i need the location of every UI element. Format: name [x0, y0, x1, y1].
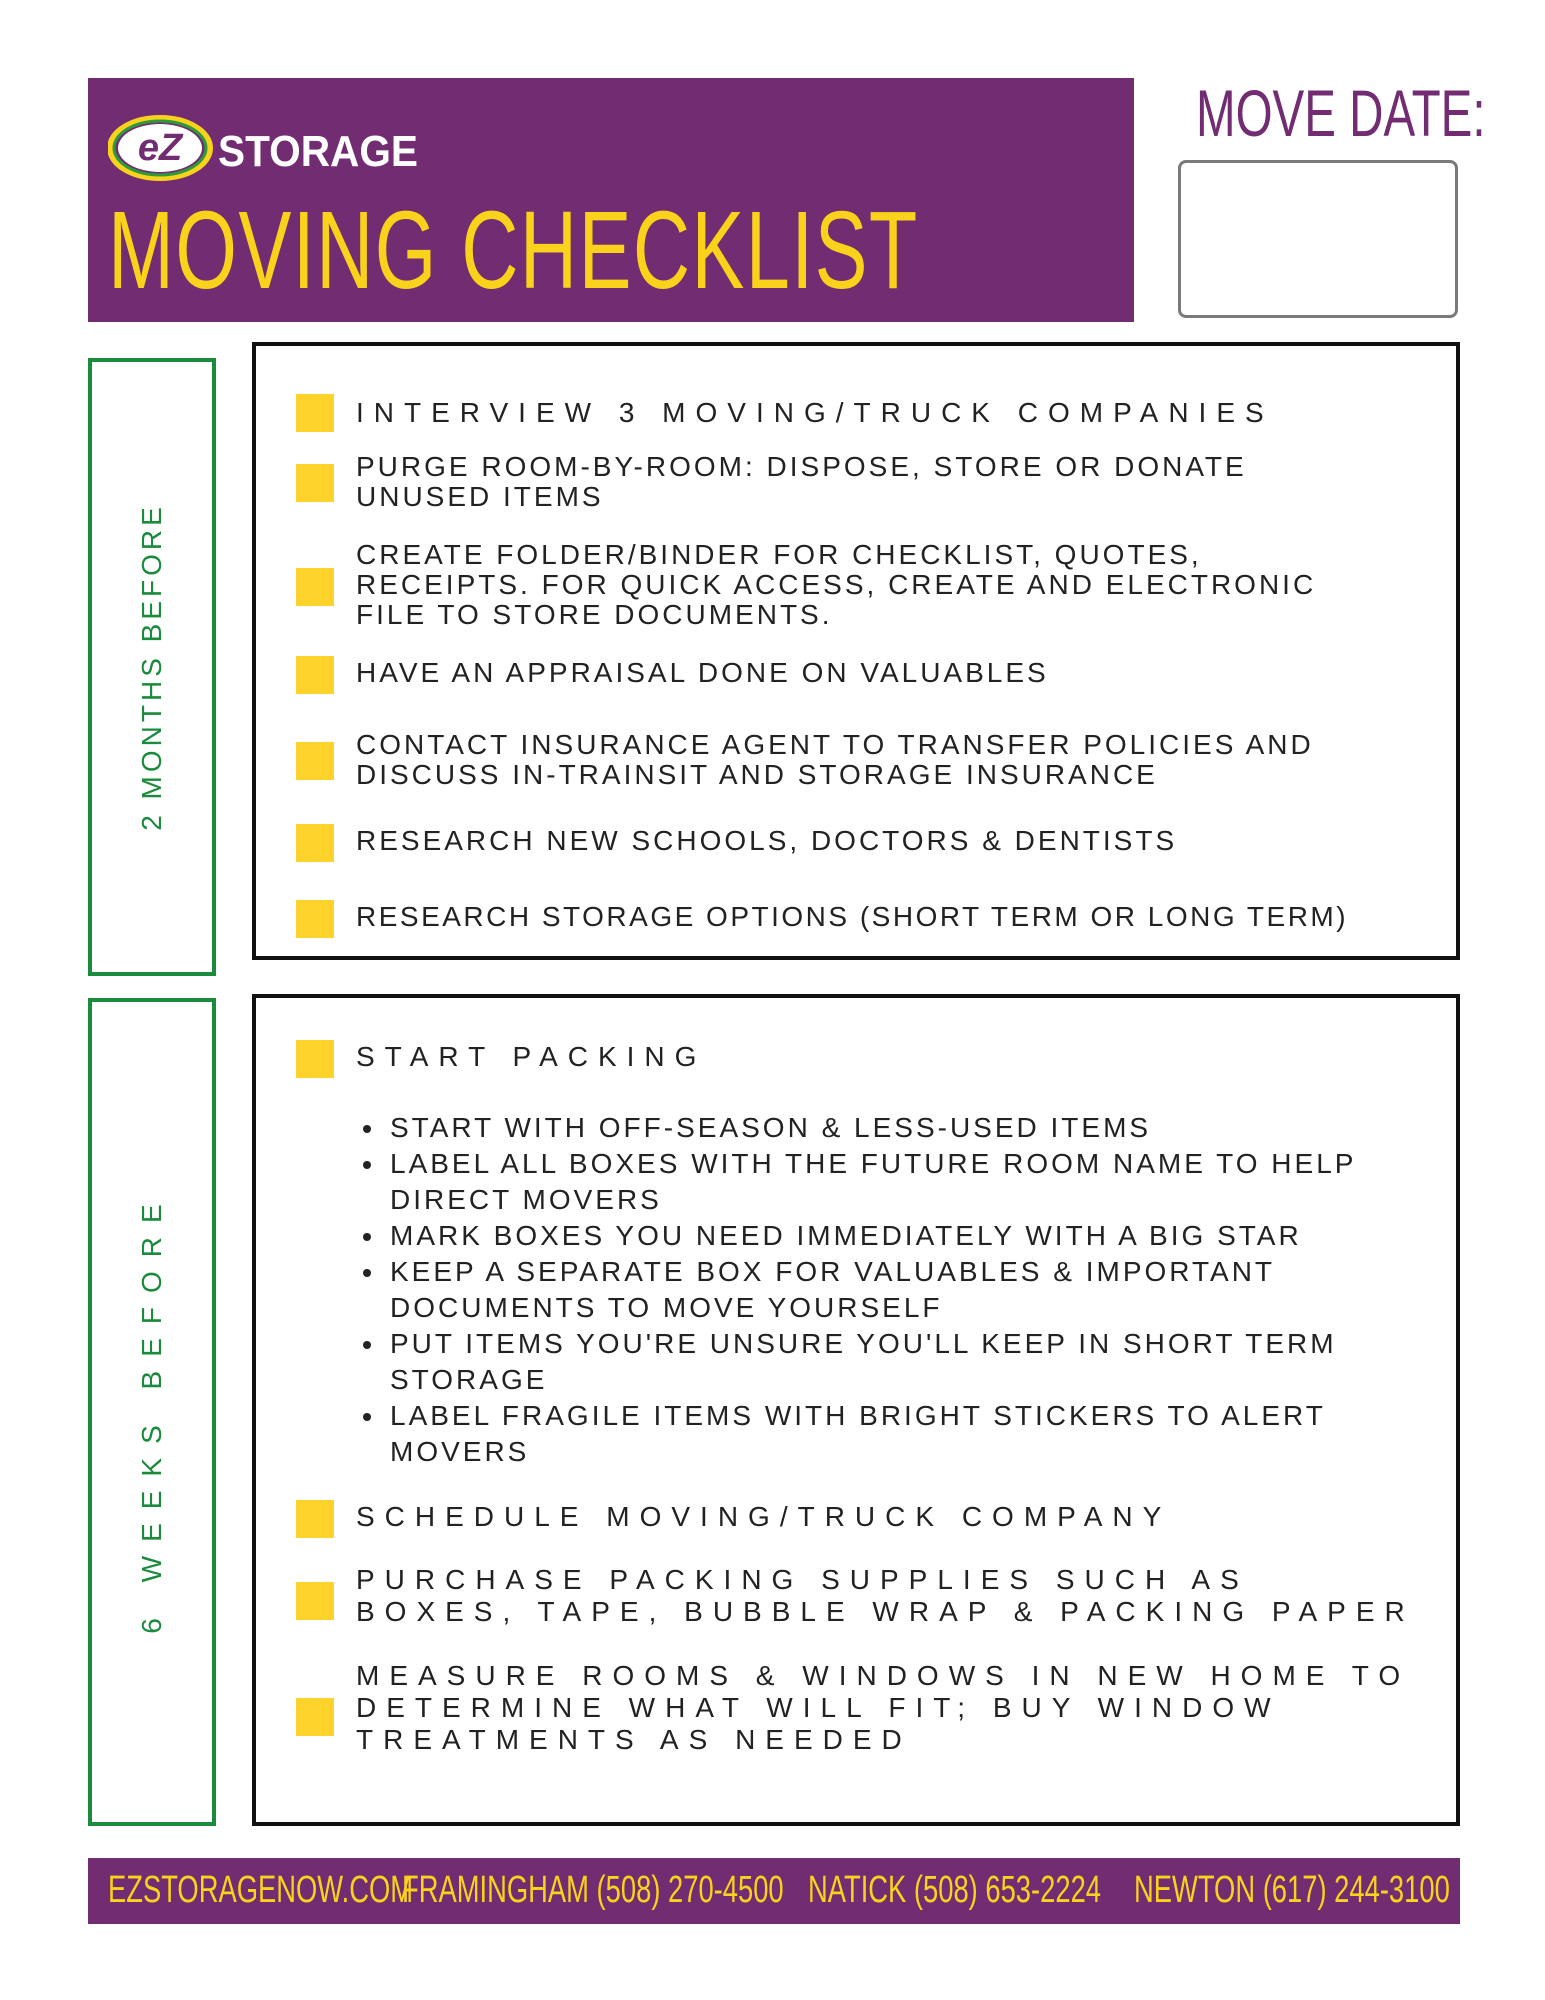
page-title: MOVING CHECKLIST [108, 189, 919, 312]
footer-framingham: FRAMINGHAM (508) 270-4500 [402, 1869, 784, 1911]
footer-natick: NATICK (508) 653-2224 [808, 1869, 1102, 1911]
checkbox[interactable] [296, 1582, 334, 1620]
list-item: • PUT ITEMS YOU'RE UNSURE YOU'LL KEEP IN SHORT TERM STORAGE [386, 1326, 1406, 1398]
footer-newton: NEWTON (617) 244-3100 [1134, 1869, 1450, 1911]
checkbox[interactable] [296, 656, 334, 694]
checkbox[interactable] [296, 568, 334, 606]
checkbox[interactable] [296, 1500, 334, 1538]
checkbox[interactable] [296, 900, 334, 938]
footer-bar [88, 1858, 1460, 1924]
list-item: • LABEL ALL BOXES WITH THE FUTURE ROOM NAME TO HELP DIRECT MOVERS [386, 1146, 1406, 1218]
list-item: • LABEL FRAGILE ITEMS WITH BRIGHT STICKERS TO ALERT MOVERS [386, 1398, 1406, 1470]
checkbox[interactable] [296, 824, 334, 862]
checkbox[interactable] [296, 742, 334, 780]
move-date-field[interactable] [1178, 160, 1458, 318]
footer-website[interactable]: EZSTORAGENOW.COM [108, 1869, 414, 1911]
svg-text:STORAGE: STORAGE [218, 127, 418, 176]
checkbox[interactable] [296, 1040, 334, 1078]
move-date-label: MOVE DATE: [1196, 76, 1486, 150]
section-label-six-weeks: 6 WEEKS BEFORE [88, 998, 216, 1826]
list-item: • START WITH OFF-SEASON & LESS-USED ITEMS [386, 1110, 1406, 1146]
section-label-two-months: 2 MONTHS BEFORE [88, 358, 216, 976]
checklist-two-months: INTERVIEW 3 MOVING/TRUCK COMPANIES PURGE ROOM-BY-ROOM: DISPOSE, STORE OR DONATE UNUSED ITEMS CREATE FOLDER/BINDER FOR CHECKLIST, QUOTES, RECEIPTS. FOR QUICK ACCESS, CREATE AND ELECTRONIC FILE TO STORE DOCUMENTS. HAVE AN APPRAISAL DONE ON VALUABLES CONTACT INSURANCE AGENT TO TRANSFER POLICIES AND DISCUSS IN-TRAINSIT AND STORAGE INSURANCE RESEARCH NEW SCHOOLS, DOCTORS & DENTISTS RESEARCH STORAGE OPTIONS (SHORT TERM OR LONG TERM) [252, 342, 1460, 960]
svg-text:eZ: eZ [137, 127, 183, 169]
list-item: • KEEP A SEPARATE BOX FOR VALUABLES & IMPORTANT DOCUMENTS TO MOVE YOURSELF [386, 1254, 1406, 1326]
checkbox[interactable] [296, 464, 334, 502]
ez-storage-logo [108, 108, 428, 188]
checkbox[interactable] [296, 1698, 334, 1736]
checkbox[interactable] [296, 394, 334, 432]
list-item: • MARK BOXES YOU NEED IMMEDIATELY WITH A BIG STAR [386, 1218, 1406, 1254]
packing-tips-list [356, 1110, 1406, 1470]
checklist-six-weeks: START PACKING • START WITH OFF-SEASON & LESS-USED ITEMS • LABEL ALL BOXES WITH THE FUTURE ROOM NAME TO HELP DIRECT MOVERS • MARK BOXES YOU NEED IMMEDIATELY WITH A BIG STAR • KEEP A SEPARATE BOX FOR VALUABLES & IMPORTANT DOCUMENTS TO MOVE YOURSELF • PUT ITEMS YOU'RE UNSURE YOU'LL KEEP IN SHORT TERM STORAGE • LABEL FRAGILE ITEMS WITH BRIGHT STICKERS TO ALERT MOVERS SCHEDULE MOVING/TRUCK COMPANY PURCHASE PACKING SUPPLIES SUCH AS BOXES, TAPE, BUBBLE WRAP & PACKING PAPER MEASURE ROOMS & WINDOWS IN NEW HOME TO DETERMINE WHAT WILL FIT; BUY WINDOW TREATMENTS AS NEEDED [252, 994, 1460, 1826]
header-banner [88, 78, 1134, 322]
